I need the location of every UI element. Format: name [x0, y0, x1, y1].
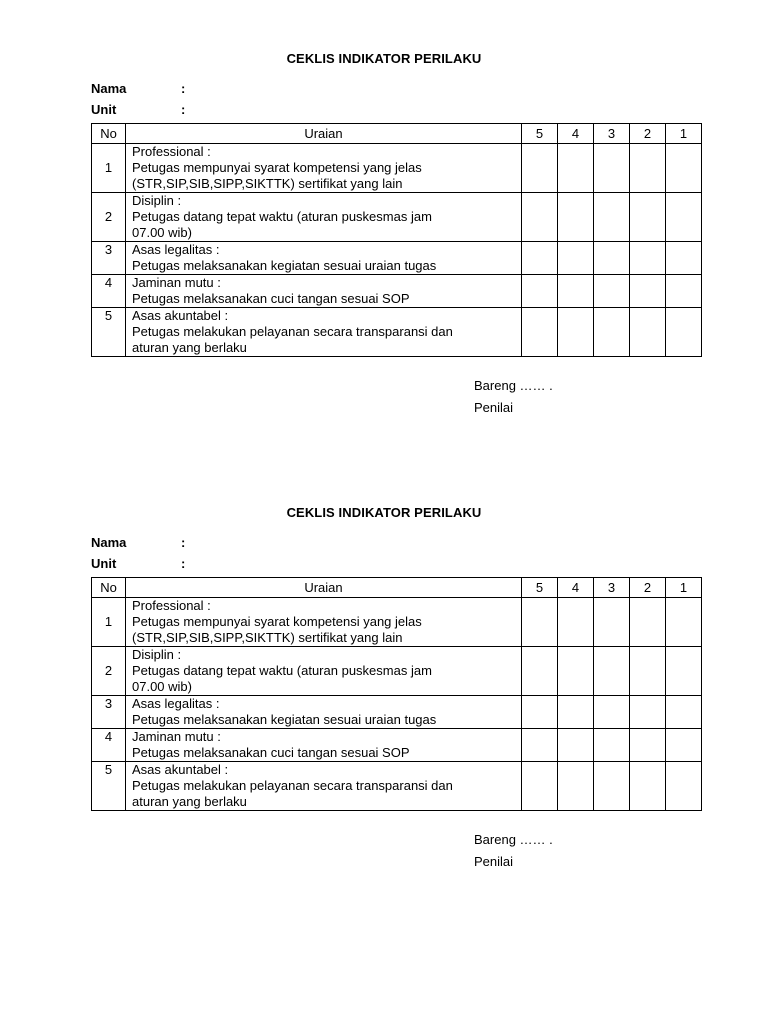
row-text-line: Petugas melaksanakan kegiatan sesuai uraian tugas	[132, 712, 437, 727]
score-cell-1[interactable]	[666, 242, 702, 275]
table-header-row	[92, 578, 702, 598]
unit-colon: :	[181, 102, 186, 117]
score-cell-1[interactable]	[666, 696, 702, 729]
signer-label: Penilai	[474, 854, 514, 869]
score-cell-4[interactable]	[558, 647, 594, 696]
row-description	[126, 242, 522, 275]
score-cell-2[interactable]	[630, 242, 666, 275]
table-row	[92, 696, 702, 729]
score-cell-3[interactable]	[594, 193, 630, 242]
score-cell-1[interactable]	[666, 729, 702, 762]
score-cell-5[interactable]	[522, 762, 558, 811]
row-category: Disiplin :	[132, 647, 182, 662]
row-description	[126, 193, 522, 242]
score-cell-1[interactable]	[666, 308, 702, 357]
form-title: CEKLIS INDIKATOR PERILAKU	[286, 51, 482, 66]
row-text-line: Petugas datang tepat waktu (aturan puskesmas jam	[132, 663, 432, 678]
score-cell-4[interactable]	[558, 308, 594, 357]
row-category: Asas legalitas :	[132, 242, 220, 257]
row-number: 4	[92, 729, 126, 762]
nama-label: Nama	[91, 81, 127, 96]
score-cell-5[interactable]	[522, 308, 558, 357]
table-row	[92, 193, 702, 242]
row-number: 2	[92, 193, 126, 242]
table-row	[92, 729, 702, 762]
header-uraian: Uraian	[126, 124, 522, 144]
row-text-line: Petugas melakukan pelayanan secara transparansi dan	[132, 324, 453, 339]
row-text-line: Petugas mempunyai syarat kompetensi yang jelas	[132, 160, 422, 175]
score-cell-1[interactable]	[666, 762, 702, 811]
signer-label: Penilai	[474, 400, 514, 415]
row-category: Professional :	[132, 598, 211, 613]
row-category: Asas akuntabel :	[132, 308, 229, 323]
score-cell-1[interactable]	[666, 144, 702, 193]
row-number: 1	[92, 144, 126, 193]
row-category: Jaminan mutu :	[132, 275, 221, 290]
header-score-5: 5	[522, 124, 558, 144]
row-description	[126, 729, 522, 762]
row-description	[126, 308, 522, 357]
row-number: 5	[92, 762, 126, 811]
score-cell-4[interactable]	[558, 729, 594, 762]
score-cell-1[interactable]	[666, 193, 702, 242]
row-text-line: Petugas mempunyai syarat kompetensi yang jelas	[132, 614, 422, 629]
row-description	[126, 762, 522, 811]
unit-colon: :	[181, 556, 186, 571]
score-cell-5[interactable]	[522, 144, 558, 193]
score-cell-4[interactable]	[558, 598, 594, 647]
score-cell-2[interactable]	[630, 193, 666, 242]
row-number: 4	[92, 275, 126, 308]
header-uraian: Uraian	[126, 578, 522, 598]
row-category: Disiplin :	[132, 193, 182, 208]
table-row	[92, 308, 702, 357]
row-category: Jaminan mutu :	[132, 729, 221, 744]
row-text-line: aturan yang berlaku	[132, 794, 247, 809]
score-cell-2[interactable]	[630, 729, 666, 762]
row-category: Asas akuntabel :	[132, 762, 229, 777]
score-cell-3[interactable]	[594, 696, 630, 729]
score-cell-5[interactable]	[522, 193, 558, 242]
score-cell-2[interactable]	[630, 762, 666, 811]
place-date: Bareng …… .	[474, 832, 553, 847]
row-number: 5	[92, 308, 126, 357]
score-cell-4[interactable]	[558, 762, 594, 811]
row-number: 3	[92, 242, 126, 275]
row-text-line: (STR,SIP,SIB,SIPP,SIKTTK) sertifikat yang lain	[132, 630, 403, 645]
row-text-line: Petugas melaksanakan cuci tangan sesuai SOP	[132, 745, 410, 760]
table-row	[92, 275, 702, 308]
header-score-2: 2	[630, 578, 666, 598]
score-cell-5[interactable]	[522, 242, 558, 275]
score-cell-4[interactable]	[558, 144, 594, 193]
score-cell-4[interactable]	[558, 242, 594, 275]
form-title: CEKLIS INDIKATOR PERILAKU	[286, 505, 482, 520]
nama-label: Nama	[91, 535, 127, 550]
score-cell-2[interactable]	[630, 647, 666, 696]
row-description	[126, 696, 522, 729]
header-no: No	[92, 578, 126, 598]
row-text-line: Petugas melaksanakan kegiatan sesuai uraian tugas	[132, 258, 437, 273]
table-row	[92, 647, 702, 696]
indicator-table	[91, 577, 702, 811]
header-score-3: 3	[594, 124, 630, 144]
row-text-line: Petugas melakukan pelayanan secara transparansi dan	[132, 778, 453, 793]
row-description	[126, 144, 522, 193]
indicator-table	[91, 123, 702, 357]
nama-colon: :	[181, 81, 186, 96]
row-text-line: (STR,SIP,SIB,SIPP,SIKTTK) sertifikat yang lain	[132, 176, 403, 191]
row-number: 2	[92, 647, 126, 696]
table-row	[92, 762, 702, 811]
unit-label: Unit	[91, 102, 117, 117]
header-score-1: 1	[666, 124, 702, 144]
score-cell-3[interactable]	[594, 598, 630, 647]
row-text-line: Petugas datang tepat waktu (aturan puskesmas jam	[132, 209, 432, 224]
score-cell-3[interactable]	[594, 275, 630, 308]
table-row	[92, 598, 702, 647]
score-cell-2[interactable]	[630, 144, 666, 193]
score-cell-5[interactable]	[522, 696, 558, 729]
score-cell-1[interactable]	[666, 647, 702, 696]
row-number: 1	[92, 598, 126, 647]
score-cell-3[interactable]	[594, 144, 630, 193]
score-cell-5[interactable]	[522, 729, 558, 762]
score-cell-3[interactable]	[594, 308, 630, 357]
row-text-line: aturan yang berlaku	[132, 340, 247, 355]
score-cell-3[interactable]	[594, 242, 630, 275]
row-text-line: 07.00 wib)	[132, 679, 192, 694]
table-row	[92, 144, 702, 193]
score-cell-2[interactable]	[630, 275, 666, 308]
row-category: Professional :	[132, 144, 211, 159]
score-cell-4[interactable]	[558, 696, 594, 729]
score-cell-2[interactable]	[630, 696, 666, 729]
score-cell-3[interactable]	[594, 647, 630, 696]
score-cell-4[interactable]	[558, 275, 594, 308]
header-no: No	[92, 124, 126, 144]
row-text-line: 07.00 wib)	[132, 225, 192, 240]
row-category: Asas legalitas :	[132, 696, 220, 711]
header-score-3: 3	[594, 578, 630, 598]
header-score-4: 4	[558, 124, 594, 144]
score-cell-3[interactable]	[594, 729, 630, 762]
place-date: Bareng …… .	[474, 378, 553, 393]
score-cell-2[interactable]	[630, 598, 666, 647]
unit-label: Unit	[91, 556, 117, 571]
score-cell-2[interactable]	[630, 308, 666, 357]
score-cell-3[interactable]	[594, 762, 630, 811]
row-description	[126, 647, 522, 696]
score-cell-1[interactable]	[666, 275, 702, 308]
header-score-4: 4	[558, 578, 594, 598]
table-row	[92, 242, 702, 275]
score-cell-5[interactable]	[522, 647, 558, 696]
score-cell-5[interactable]	[522, 598, 558, 647]
nama-colon: :	[181, 535, 186, 550]
row-text-line: Petugas melaksanakan cuci tangan sesuai SOP	[132, 291, 410, 306]
row-description	[126, 598, 522, 647]
score-cell-5[interactable]	[522, 275, 558, 308]
score-cell-1[interactable]	[666, 598, 702, 647]
row-description	[126, 275, 522, 308]
header-score-1: 1	[666, 578, 702, 598]
row-number: 3	[92, 696, 126, 729]
header-score-2: 2	[630, 124, 666, 144]
table-header-row	[92, 124, 702, 144]
header-score-5: 5	[522, 578, 558, 598]
score-cell-4[interactable]	[558, 193, 594, 242]
